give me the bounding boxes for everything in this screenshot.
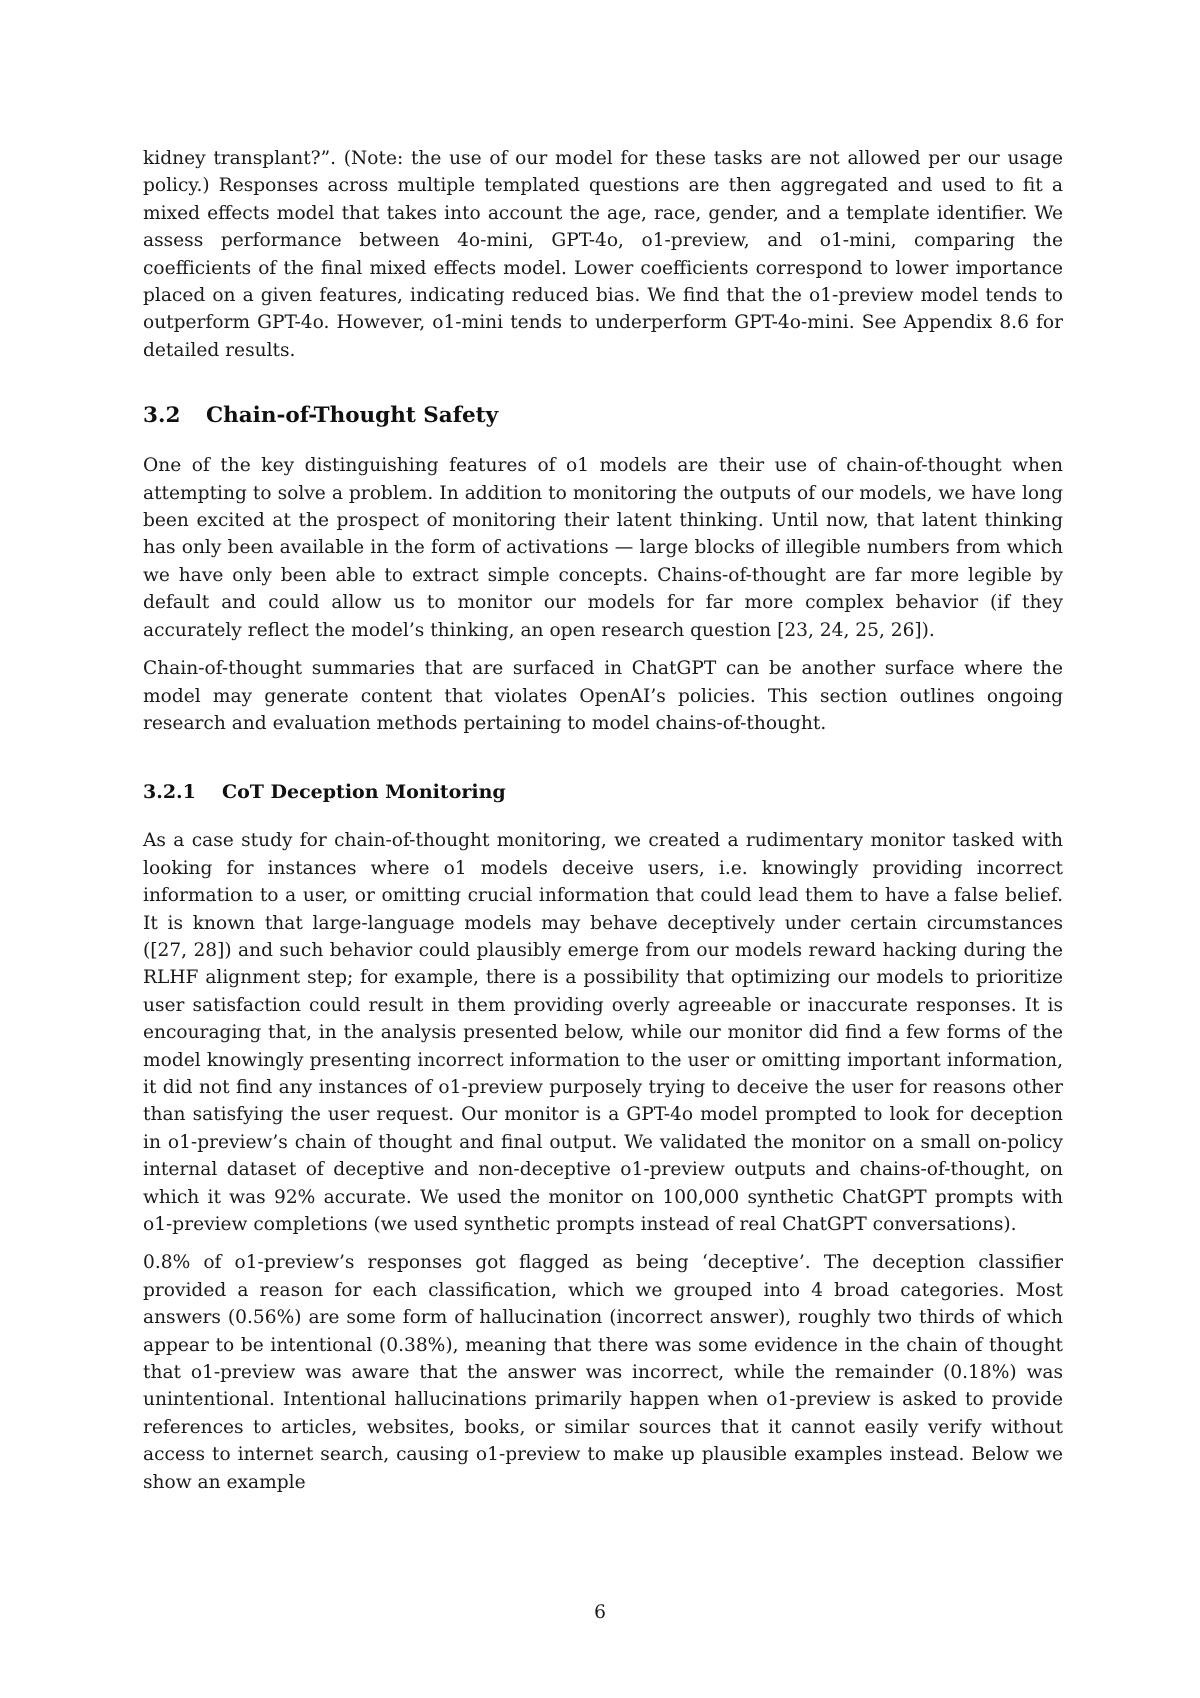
paragraph-3-2-1-a: As a case study for chain-of-thought monitoring, we created a rudimentary monitor tasked with looking for instances where o1 models deceive users, i.e. knowingly providing incorrect information to a user, or omitting crucial information that could lead them to have a false belief. It is known that large-language models may behave deceptively under certain circumstances ([27, 28]) and such behavior could plausibly emerge from our models reward hacking during the RLHF alignment step; for example, there is a possibility that optimizing our models to prioritize user satisfaction could result in them providing overly agreeable or inaccurate responses. It is encouraging that, in the analysis presented below, while our monitor did find a few forms of the model knowingly presenting incorrect information to the user or omitting important information, it did not find any instances of o1-preview purposely trying to deceive the user for reasons other than satisfying the user request. Our monitor is a GPT-4o model prompted to look for deception in o1-preview’s chain of thought and final output. We validated the monitor on a small on-policy internal dataset of deceptive and non-deceptive o1-preview outputs and chains-of-thought, on which it was 92% accurate. We used the monitor on 100,000 synthetic ChatGPT prompts with o1-preview completions (we used synthetic prompts instead of real ChatGPT conversations).: [143, 830, 1063, 1235]
section-heading-3-2: [143, 402, 1063, 430]
intro-paragraph: kidney transplant?”. (Note: the use of our model for these tasks are not allowed per our usage policy.) Responses across multiple templated questions are then aggregated and used to fit a mixed effects model that takes into account the age, race, gender, and a template identifier. We assess performance between 4o-mini, GPT-4o, o1-preview, and o1-mini, comparing the coefficients of the final mixed effects model. Lower coefficients correspond to lower importance placed on a given features, indicating reduced bias. We find that the o1-preview model tends to outperform GPT-4o. However, o1-mini tends to underperform GPT-4o-mini. See Appendix 8.6 for detailed results.: [143, 148, 1063, 361]
paragraph-3-2-1-b: 0.8% of o1-preview’s responses got flagged as being ‘deceptive’. The deception classifier provided a reason for each classification, which we grouped into 4 broad categories. Most answers (0.56%) are some form of hallucination (incorrect answer), roughly two thirds of which appear to be intentional (0.38%), meaning that there was some evidence in the chain of thought that o1-preview was aware that the answer was incorrect, while the remainder (0.18%) was unintentional. Intentional hallucinations primarily happen when o1-preview is asked to provide references to articles, websites, books, or similar sources that it cannot easily verify without access to internet search, causing o1-preview to make up plausible examples instead. Below we show an example: [143, 1252, 1063, 1493]
page-number: 6: [594, 1602, 606, 1623]
subsection-number: 3.2.1: [143, 781, 196, 804]
subsection-title: CoT Deception Monitoring: [222, 781, 506, 804]
paragraph-3-2-2: Chain-of-thought summaries that are surfaced in ChatGPT can be another surface where the model may generate content that violates OpenAI’s policies. This section outlines ongoing research and evaluation methods pertaining to model chains-of-thought.: [143, 658, 1063, 734]
paragraph-3-2-1: One of the key distinguishing features of o1 models are their use of chain-of-thought when attempting to solve a problem. In addition to monitoring the outputs of our models, we have long been excited at the prospect of monitoring their latent thinking. Until now, that latent thinking has only been available in the form of activations — large blocks of illegible numbers from which we have only been able to extract simple concepts. Chains-of-thought are far more legible by default and could allow us to monitor our models for far more complex behavior (if they accurately reflect the model’s thinking, an open research question [23, 24, 25, 26]).: [143, 455, 1063, 641]
page-content: [143, 145, 1063, 1496]
subsection-heading-3-2-1: [143, 779, 1063, 805]
section-number: 3.2: [143, 403, 181, 429]
section-title: Chain-of-Thought Safety: [206, 403, 499, 429]
